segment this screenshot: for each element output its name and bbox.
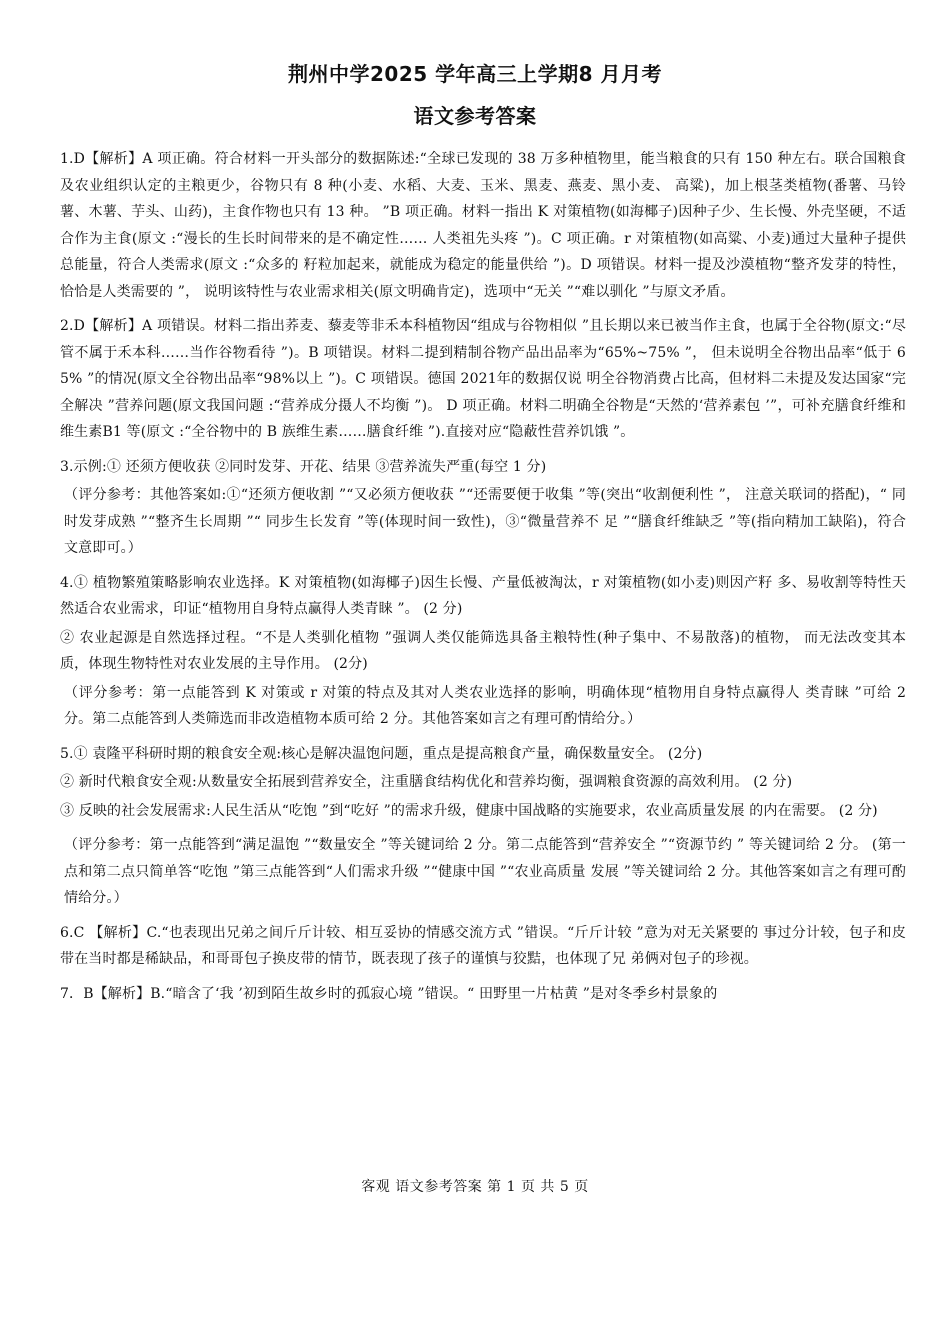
answer-4-point-1: 4.① 植物繁殖策略影响农业选择。K 对策植物(如海椰子)因生长慢、产量低被淘汰，r 对策植物(如小麦)则因产籽 多、易收割等特性天然适合农业需求，印证“植物用自身特点赢得人类青睐 ”。 (2 分) (60, 574, 906, 617)
answer-3-scoring-note: （评分参考：其他答案如:①“还须方便收割 ”“又必须方便收获 ”“还需要便于收集 ”等(突出“收割便利性 ”， 注意关联词的搭配)，“ 同时发芽成熟 ”“整齐生长周期 ”“ 同步生长发育 ”等(体现时间一致性)，③“微量营养不 足 ”“膳食纤维缺乏 ”等(指向精加工缺陷)，符合文意即可。） (64, 487, 906, 556)
page-footer: 客观 语文参考答案 第 1 页 共 5 页 (361, 1179, 589, 1195)
answer-5-scoring-note: （评分参考：第一点能答到“满足温饱 ”“数量安全 ”等关键词给 2 分。第二点能答到“营养安全 ”“资源节约 ” 等关键词给 2 分。 (第一点和第二点只简单答“吃饱 ”第三点能答到“人们需求升级 ”“健康中国 ”“农业高质量 发展 ”等关键词给 2 分。其他答案如言之有理可酌情给分。） (64, 837, 906, 906)
answer-3: 3.示例:① 还须方便收获 ②同时发芽、开花、结果 ③营养流失严重(每空 1 分) (60, 458, 547, 475)
answer-1: 1.D【解析】A 项正确。符合材料一开头部分的数据陈述:“全球已发现的 38 万多种植物里，能当粮食的只有 150 种左右。联合国粮食及农业组织认定的主粮更少，谷物只有 8 种(小麦、水稻、大麦、玉米、黑麦、燕麦、黑小麦、 高粱)，加上根茎类植物(番薯、马铃薯、木薯、芋头、山药)，主食作物也只有 13 种。 ”B 项正确。材料一指出 K 对策植物(如海椰子)因种子少、生长慢、外壳坚硬，不适合作为主食(原文 :“漫长的生长时间带来的是不确定性…… 人类祖先头疼 ”)。C 项正确。r 对策植物(如高粱、小麦)通过大量种子提供总能量，符合人类需求(原文 :“众多的 籽粒加起来，就能成为稳定的能量供给 ”)。D 项错误。材料一提及沙漠植物“整齐发芽的特性，恰恰是人类需要的 ”， 说明该特性与农业需求相关(原文明确肯定)，选项中“无关 ”“难以驯化 ”与原文矛盾。 (60, 151, 906, 300)
page-subtitle: 语文参考答案 (413, 104, 537, 128)
answer-4-point-2: ② 农业起源是自然选择过程。“不是人类驯化植物 ”强调人类仅能筛选具备主粮特性(种子集中、不易散落)的植物， 而无法改变其本质，体现生物特性对农业发展的主导作用。 (2分) (60, 629, 906, 672)
answer-5-point-1: 5.① 袁隆平科研时期的粮食安全观:核心是解决温饱问题，重点是提高粮食产量，确保数量安全。 (2分) (60, 745, 703, 762)
answer-7: 7．B【解析】B.“暗含了‘我 ’初到陌生故乡时的孤寂心境 ”错误。“ 田野里一片枯黄 ”是对冬季乡村景象的 (60, 985, 718, 1002)
answer-5-point-3: ③ 反映的社会发展需求:人民生活从“吃饱 ”到“吃好 ”的需求升级，健康中国战略的实施要求，农业高质量发展 的内在需要。 (2 分) (60, 802, 878, 819)
answer-4-scoring-note: （评分参考：第一点能答到 K 对策或 r 对策的特点及其对人类农业选择的影响，明确体现“植物用自身特点赢得人 类青睐 ”可给 2 分。第二点能答到人类筛选而非改造植物本质可给 2 分。其他答案如言之有理可酌情给分。） (64, 684, 906, 727)
answer-5-point-2: ② 新时代粮食安全观:从数量安全拓展到营养安全，注重膳食结构优化和营养均衡，强调粮食资源的高效利用。 (2 分) (60, 774, 793, 790)
answer-2: 2.D【解析】A 项错误。材料二指出荞麦、藜麦等非禾本科植物因“组成与谷物相似 ”且长期以来已被当作主食，也属于全谷物(原文:“尽管不属于禾本科……当作谷物看待 ”)。B 项错误。材料二提到精制谷物产品出品率为“65%~75% ”， 但未说明全谷物出品率“低于 65% ”的情况(原文全谷物出品率“98%以上 ”)。C 项错误。德国 2021年的数据仅说 明全谷物消费占比高，但材料二未提及发达国家“完全解决 ”营养问题(原文我国问题 :“营养成分摄人不均衡 ”)。 D 项正确。材料二明确全谷物是“天然的‘营养素包 ’”，可补充膳食纤维和维生素B1 等(原文 :“全谷物中的 B 族维生素……膳食纤维 ”).直接对应“隐蔽性营养饥饿 ”。 (60, 318, 906, 440)
answer-6: 6.C 【解析】C.“也表现出兄弟之间斤斤计较、相互妥协的情感交流方式 ”错误。“斤斤计较 ”意为对无关紧要的 事过分计较，包子和皮带在当时都是稀缺品，和哥哥包子换皮带的情节，既表现了孩子的谨慎与狡黠，也体现了兄 弟俩对包子的珍视。 (60, 924, 906, 967)
answer-content (60, 146, 906, 1009)
page-title: 荆州中学2025 学年高三上学期8 月月考 (287, 62, 662, 86)
